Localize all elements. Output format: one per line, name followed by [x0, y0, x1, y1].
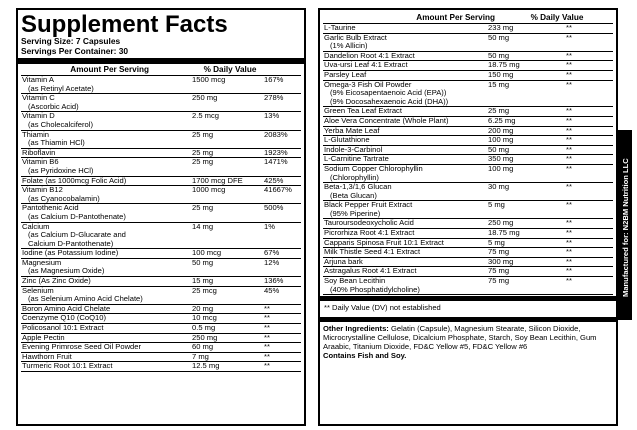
- nutrient-label: Evening Primrose Seed Oil Powder: [22, 342, 142, 352]
- nutrient-amount: 7 mg: [192, 351, 209, 361]
- nutrient-dv: **: [566, 182, 572, 192]
- nutrient-label: Green Tea Leaf Extract: [324, 106, 402, 116]
- nutrient-amount: 50 mg: [488, 50, 510, 60]
- nutrient-source: (as Retinyl Acetate): [28, 83, 94, 93]
- nutrient-name: [21, 149, 192, 158]
- nutrient-row: [21, 158, 301, 176]
- nutrient-dv: **: [566, 50, 572, 60]
- nutrient-amount: 25 mg: [488, 106, 510, 116]
- nutrient-row: [323, 34, 613, 52]
- nutrient-amount: 100 mg: [488, 135, 514, 145]
- nutrient-row: [21, 204, 301, 222]
- nutrient-source: (as Cholecalciferol): [28, 119, 93, 129]
- nutrient-amount: 50 mg: [192, 257, 214, 267]
- right-nutrient-list: [323, 24, 613, 295]
- nutrient-dv: 41667%: [264, 185, 292, 195]
- nutrient-amount: 100 mg: [488, 163, 514, 173]
- nutrient-source: (Beta Glucan): [330, 190, 377, 200]
- nutrient-amount: 25 mg: [192, 129, 214, 139]
- nutrient-dv: **: [566, 154, 572, 164]
- nutrient-label: Turmeric Root 10:1 Extract: [22, 361, 113, 371]
- nutrient-dv: **: [264, 351, 270, 361]
- nutrient-name: [21, 259, 192, 276]
- nutrient-dv: 67%: [264, 248, 280, 258]
- nutrient-name: [21, 334, 192, 343]
- nutrient-dv: 12%: [264, 257, 280, 267]
- nutrient-row: [21, 259, 301, 277]
- nutrient-label: Thiamin: [22, 129, 50, 139]
- nutrient-label: Picrorhiza Root 4:1 Extract: [324, 228, 415, 238]
- nutrient-dv: 1923%: [264, 147, 288, 157]
- nutrient-dv: **: [566, 115, 572, 125]
- nutrient-amount: 300 mg: [488, 256, 514, 266]
- nutrient-source: (Chlorophyllin): [330, 172, 379, 182]
- nutrient-label: Garlic Bulb Extract: [324, 32, 387, 42]
- nutrient-source: (40% Phosphatidylcholine): [330, 284, 420, 294]
- nutrient-amount: 200 mg: [488, 125, 514, 135]
- nutrient-amount: 1000 mcg: [192, 185, 226, 195]
- nutrient-label: Soy Bean Lecithin: [324, 276, 386, 286]
- nutrient-label: Capparis Spinosa Fruit 10:1 Extract: [324, 237, 444, 247]
- nutrient-label: Dandelion Root 4:1 Extract: [324, 50, 415, 60]
- nutrient-amount: 250 mg: [488, 218, 514, 228]
- nutrient-label: Beta-1,3/1,6 Glucan: [324, 182, 392, 192]
- amount-header-right: Amount Per Serving: [416, 13, 495, 22]
- nutrient-label: Riboflavin: [22, 147, 56, 157]
- nutrient-dv: **: [566, 106, 572, 116]
- nutrient-amount: 12.5 mg: [192, 361, 220, 371]
- supplement-facts-left-panel: [16, 8, 306, 426]
- nutrient-amount: 18.75 mg: [488, 60, 520, 70]
- nutrient-name: [323, 155, 488, 164]
- nutrient-source: Calcium D-Pantothenate): [28, 238, 114, 248]
- nutrient-label: Astragalus Root 4:1 Extract: [324, 266, 417, 276]
- dv-footnote: ** Daily Value (DV) not established: [324, 303, 441, 313]
- panel-title: Supplement Facts: [21, 11, 228, 38]
- nutrient-label: Arjuna bark: [324, 256, 363, 266]
- nutrient-row: [21, 76, 301, 94]
- nutrient-label: Pantothenic Acid: [22, 203, 79, 213]
- nutrient-amount: 2.5 mcg: [192, 111, 220, 121]
- nutrient-name: [21, 158, 192, 175]
- nutrient-name: [323, 136, 488, 145]
- nutrient-amount: 1500 mcg: [192, 75, 226, 84]
- nutrient-name: [323, 201, 488, 218]
- nutrient-amount: 25 mg: [192, 203, 214, 213]
- nutrient-label: L-Glutathione: [324, 135, 370, 145]
- nutrient-label: Coenzyme Q10 (CoQ10): [22, 313, 106, 323]
- nutrient-amount: 50 mg: [488, 144, 510, 154]
- nutrient-dv: **: [566, 247, 572, 257]
- nutrient-label: L-Carnitine Tartrate: [324, 154, 389, 164]
- servings-per-container: Servings Per Container: 30: [21, 45, 129, 56]
- nutrient-amount: 75 mg: [488, 266, 510, 276]
- nutrient-source: (Ascorbic Acid): [28, 101, 79, 111]
- nutrient-dv: **: [264, 323, 270, 333]
- nutrient-name: [323, 277, 488, 294]
- nutrient-amount: 75 mg: [488, 247, 510, 257]
- nutrient-dv: 500%: [264, 203, 284, 213]
- nutrient-label: Tauroursodeoxycholic Acid: [324, 218, 414, 228]
- nutrient-dv: **: [566, 218, 572, 228]
- nutrient-dv: 1471%: [264, 157, 288, 167]
- nutrient-row: [21, 131, 301, 149]
- nutrient-row: [21, 223, 301, 250]
- nutrient-label: Vitamin B6: [22, 157, 59, 167]
- nutrient-dv: **: [566, 228, 572, 238]
- other-ingredients: [323, 322, 613, 360]
- nutrient-name: [323, 107, 488, 116]
- nutrient-row: [21, 177, 301, 187]
- nutrient-name: [21, 249, 192, 258]
- nutrient-label: Milk Thistle Seed 4:1 Extract: [324, 247, 421, 257]
- nutrient-name: [21, 112, 192, 129]
- nutrient-amount: 0.5 mg: [192, 323, 216, 333]
- nutrient-dv: 425%: [264, 175, 284, 185]
- nutrient-name: [21, 343, 192, 352]
- nutrient-dv: **: [566, 125, 572, 135]
- nutrient-amount: 25 mg: [192, 147, 214, 157]
- nutrient-amount: 250 mg: [192, 93, 218, 103]
- nutrient-name: [21, 131, 192, 148]
- nutrient-label: Magnesium: [22, 257, 62, 267]
- nutrient-dv: **: [566, 266, 572, 276]
- nutrient-source: (as Thiamin HCl): [28, 138, 85, 148]
- nutrient-label: Folate (as 1000mcg Folic Acid): [22, 175, 127, 185]
- nutrient-name: [21, 177, 192, 186]
- nutrient-name: [21, 305, 192, 314]
- nutrient-source: (9% Docosahexaenoic Acid (DHA)): [330, 96, 449, 106]
- nutrient-label: Iodine (as Potassium Iodine): [22, 248, 119, 258]
- nutrient-source: (as Calcium D-Glucarate and: [28, 230, 126, 240]
- nutrient-dv: 2083%: [264, 129, 288, 139]
- nutrient-name: [323, 127, 488, 136]
- nutrient-label: Uva-ursi Leaf 4:1 Extract: [324, 60, 408, 70]
- serving-size: Serving Size: 7 Capsules: [21, 36, 121, 46]
- nutrient-amount: 6.25 mg: [488, 115, 516, 125]
- nutrient-label: Sodium Copper Chlorophyllin: [324, 163, 423, 173]
- nutrient-name: [323, 71, 488, 80]
- nutrient-row: [323, 165, 613, 183]
- nutrient-row: [323, 81, 613, 108]
- nutrient-row: [21, 186, 301, 204]
- nutrient-dv: 1%: [264, 221, 275, 231]
- nutrient-label: Vitamin B12: [22, 185, 63, 195]
- nutrient-name: [323, 24, 488, 33]
- nutrient-source: (as Pyridoxine HCl): [28, 165, 94, 175]
- nutrient-source: (as Calcium D-Pantothenate): [28, 211, 126, 221]
- nutrient-name: [21, 353, 192, 362]
- nutrient-source: (1% Allicin): [330, 41, 368, 51]
- nutrient-name: [323, 117, 488, 126]
- nutrient-dv: **: [566, 237, 572, 247]
- nutrient-source: (as Cyanocobalamin): [28, 193, 100, 203]
- nutrient-row: [21, 94, 301, 112]
- nutrient-label: Black Pepper Fruit Extract: [324, 200, 413, 210]
- nutrient-dv: 167%: [264, 75, 284, 84]
- nutrient-row: [21, 149, 301, 159]
- nutrient-name: [323, 165, 488, 182]
- nutrient-dv: **: [566, 60, 572, 70]
- nutrient-amount: 100 mcg: [192, 248, 222, 258]
- nutrient-label: Vitamin D: [22, 111, 55, 121]
- nutrient-amount: 25 mg: [192, 157, 214, 167]
- nutrient-dv: 13%: [264, 111, 280, 121]
- nutrient-dv: **: [264, 361, 270, 371]
- nutrient-amount: 250 mg: [192, 332, 218, 342]
- nutrient-row: [323, 277, 613, 295]
- nutrient-name: [21, 223, 192, 249]
- nutrient-label: L-Taurine: [324, 23, 356, 32]
- nutrient-dv: **: [566, 23, 572, 32]
- nutrient-amount: 20 mg: [192, 303, 214, 313]
- nutrient-name: [323, 34, 488, 51]
- nutrient-dv: **: [566, 135, 572, 145]
- nutrient-dv: **: [264, 342, 270, 352]
- nutrient-name: [21, 76, 192, 93]
- nutrient-label: Yerba Mate Leaf: [324, 125, 380, 135]
- dv-header: % Daily Value: [203, 65, 257, 74]
- nutrient-amount: 350 mg: [488, 154, 514, 164]
- nutrient-amount: 60 mg: [192, 342, 214, 352]
- nutrient-name: [21, 204, 192, 221]
- nutrient-dv: **: [566, 79, 572, 89]
- nutrient-row: [323, 201, 613, 219]
- nutrient-row: [21, 249, 301, 259]
- nutrient-row: [21, 112, 301, 130]
- nutrient-label: Vitamin C: [22, 93, 55, 103]
- nutrient-amount: 25 mcg: [192, 285, 217, 295]
- nutrient-dv: **: [566, 256, 572, 266]
- nutrient-amount: 14 mg: [192, 221, 214, 231]
- nutrient-amount: 30 mg: [488, 182, 510, 192]
- nutrient-amount: 15 mg: [192, 276, 214, 286]
- nutrient-amount: 50 mg: [488, 32, 510, 42]
- nutrient-row: [21, 287, 301, 305]
- amount-header: Amount Per Serving: [70, 65, 149, 74]
- other-ingredients-text: Gelatin (Capsule), Magnesium Stearate, Silicon Dioxide, Microcrystalline Cellulose, Dicalcium Phosphate, Starch, Soy Bean Lecithin, Gum Araabic, Titanium Dioxide, FD&C Yellow #5, FD&C Yellow #6: [323, 324, 597, 352]
- nutrient-name: [323, 146, 488, 155]
- nutrient-dv: **: [566, 144, 572, 154]
- nutrient-dv: **: [264, 303, 270, 313]
- nutrient-label: Policosanol 10:1 Extract: [22, 323, 104, 333]
- nutrient-name: [21, 314, 192, 323]
- nutrient-row: [21, 277, 301, 287]
- nutrient-label: Apple Pectin: [22, 332, 65, 342]
- nutrient-amount: 10 mcg: [192, 313, 217, 323]
- supplement-facts-right-panel: [318, 8, 618, 426]
- allergen-statement: Contains Fish and Soy.: [323, 351, 407, 361]
- nutrient-label: Aloe Vera Concentrate (Whole Plant): [324, 115, 449, 125]
- dv-header-right: % Daily Value: [530, 13, 584, 22]
- nutrient-amount: 150 mg: [488, 69, 514, 79]
- nutrient-source: (as Selenium Amino Acid Chelate): [28, 294, 143, 304]
- nutrient-amount: 5 mg: [488, 237, 505, 247]
- nutrient-label: Parsley Leaf: [324, 69, 367, 79]
- nutrient-label: Boron Amino Acid Chelate: [22, 303, 111, 313]
- nutrient-source: (95% Piperine): [330, 208, 381, 218]
- nutrient-label: Zinc (As Zinc Oxide): [22, 276, 91, 286]
- nutrient-name: [21, 324, 192, 333]
- nutrient-dv: **: [566, 69, 572, 79]
- nutrient-amount: 233 mg: [488, 23, 514, 32]
- nutrient-name: [323, 219, 488, 228]
- nutrient-dv: 45%: [264, 285, 280, 295]
- nutrient-name: [323, 81, 488, 107]
- nutrient-name: [323, 248, 488, 257]
- nutrient-name: [323, 52, 488, 61]
- nutrient-label: Hawthorn Fruit: [22, 351, 72, 361]
- nutrient-name: [21, 277, 192, 286]
- nutrient-dv: 278%: [264, 93, 284, 103]
- nutrient-name: [323, 239, 488, 248]
- nutrient-amount: 5 mg: [488, 200, 505, 210]
- nutrient-name: [21, 362, 192, 371]
- nutrient-dv: **: [264, 313, 270, 323]
- nutrient-name: [323, 258, 488, 267]
- nutrient-dv: **: [566, 32, 572, 42]
- nutrient-amount: 15 mg: [488, 79, 510, 89]
- nutrient-name: [323, 267, 488, 276]
- column-header: [21, 64, 301, 76]
- left-nutrient-list: [21, 76, 301, 372]
- nutrient-name: [323, 229, 488, 238]
- other-ingredients-label: Other Ingredients:: [323, 324, 389, 334]
- manufacturer-text: Manufactured for: N2BM Nutrition LLC: [621, 158, 630, 297]
- nutrient-name: [323, 183, 488, 200]
- nutrient-name: [323, 61, 488, 70]
- nutrient-amount: 75 mg: [488, 276, 510, 286]
- nutrient-source: (9% Eicosapentaenoic Acid (EPA)): [330, 88, 447, 98]
- nutrient-name: [21, 186, 192, 203]
- nutrient-label: Vitamin A: [22, 75, 54, 84]
- nutrient-dv: **: [566, 163, 572, 173]
- nutrient-amount: 1700 mcg DFE: [192, 175, 243, 185]
- nutrient-name: [21, 94, 192, 111]
- nutrient-dv: **: [566, 276, 572, 286]
- nutrient-label: Indole-3-Carbinol: [324, 144, 383, 154]
- nutrient-label: Selenium: [22, 285, 54, 295]
- nutrient-amount: 18.75 mg: [488, 228, 520, 238]
- nutrient-label: Omega-3 Fish Oil Powder: [324, 79, 412, 89]
- nutrient-dv: **: [566, 200, 572, 210]
- nutrient-label: Calcium: [22, 221, 50, 231]
- nutrient-dv: 136%: [264, 276, 284, 286]
- nutrient-dv: **: [264, 332, 270, 342]
- nutrient-name: [21, 287, 192, 304]
- nutrient-row: [323, 183, 613, 201]
- nutrient-row: [21, 362, 301, 372]
- nutrient-source: (as Magnesium Oxide): [28, 266, 105, 276]
